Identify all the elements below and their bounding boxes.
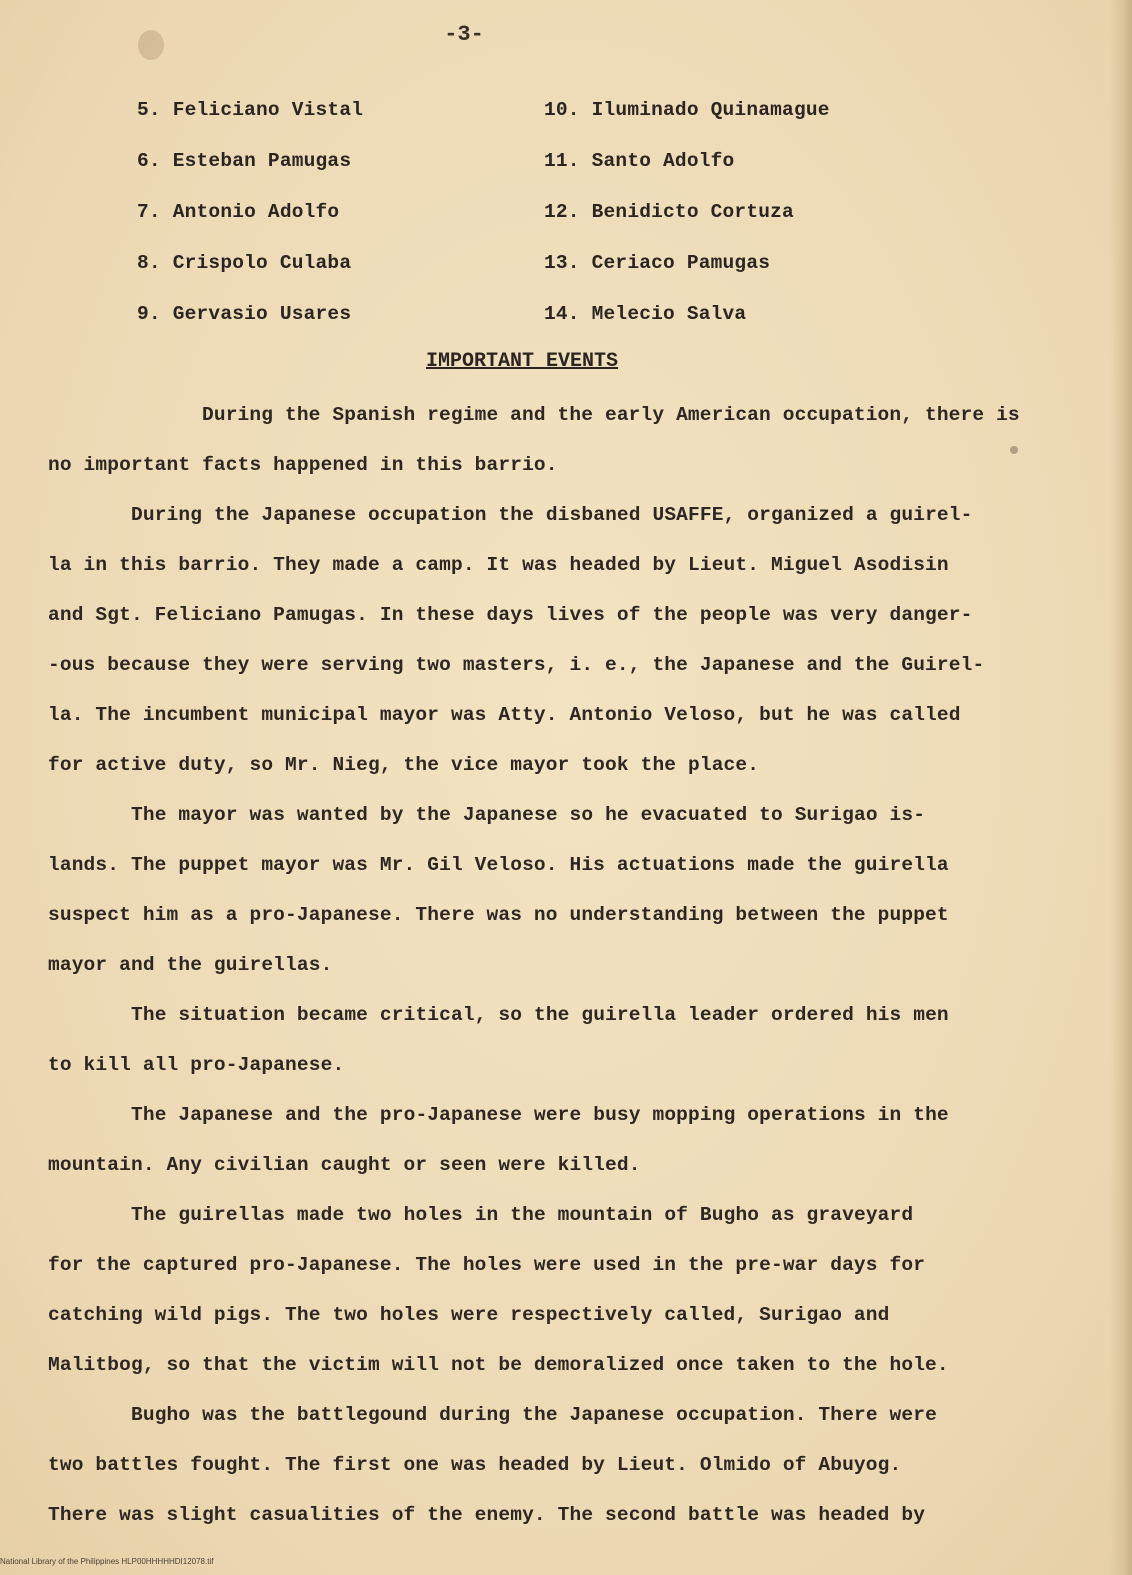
name-item: 9. Gervasio Usares <box>137 303 352 325</box>
scan-footer: National Library of the Philippines HLP00HHHHHDI12078.tif <box>0 1557 214 1566</box>
name-item: 14. Melecio Salva <box>544 303 747 325</box>
text-line: lands. The puppet mayor was Mr. Gil Veloso. His actuations made the guirella <box>48 854 949 876</box>
text-line: The situation became critical, so the guirella leader ordered his men <box>131 1004 949 1026</box>
text-line: la. The incumbent municipal mayor was Atty. Antonio Veloso, but he was called <box>48 704 961 726</box>
name-item: 8. Crispolo Culaba <box>137 252 352 274</box>
name-item: 13. Ceriaco Pamugas <box>544 252 771 274</box>
text-line: During the Spanish regime and the early American occupation, there is <box>202 404 1020 426</box>
page-edge-shadow <box>1110 0 1132 1575</box>
text-line: Malitbog, so that the victim will not be demoralized once taken to the hole. <box>48 1354 949 1376</box>
text-line: -ous because they were serving two masters, i. e., the Japanese and the Guirel- <box>48 654 985 676</box>
text-line: and Sgt. Feliciano Pamugas. In these days lives of the people was very danger- <box>48 604 973 626</box>
text-line: no important facts happened in this barrio. <box>48 454 558 476</box>
text-line: la in this barrio. They made a camp. It was headed by Lieut. Miguel Asodisin <box>48 554 949 576</box>
stain-mark <box>138 30 164 60</box>
name-item: 12. Benidicto Cortuza <box>544 201 794 223</box>
text-line: Bugho was the battlegound during the Japanese occupation. There were <box>131 1404 937 1426</box>
names-list-right <box>544 95 830 350</box>
section-heading: IMPORTANT EVENTS <box>426 350 619 373</box>
text-line: two battles fought. The first one was headed by Lieut. Olmido of Abuyog. <box>48 1454 902 1476</box>
text-line: During the Japanese occupation the disbaned USAFFE, organized a guirel- <box>131 504 973 526</box>
name-item: 5. Feliciano Vistal <box>137 99 364 121</box>
text-line: mountain. Any civilian caught or seen were killed. <box>48 1154 641 1176</box>
name-item: 10. Iluminado Quinamague <box>544 99 830 121</box>
name-item: 11. Santo Adolfo <box>544 150 735 172</box>
page-number: -3- <box>444 22 484 47</box>
text-line: to kill all pro-Japanese. <box>48 1054 345 1076</box>
text-line: The Japanese and the pro-Japanese were busy mopping operations in the <box>131 1104 949 1126</box>
text-line: The guirellas made two holes in the mountain of Bugho as graveyard <box>131 1204 914 1226</box>
text-line: suspect him as a pro-Japanese. There was no understanding between the puppet <box>48 904 949 926</box>
names-list-left <box>137 95 363 350</box>
text-line: catching wild pigs. The two holes were respectively called, Surigao and <box>48 1304 890 1326</box>
name-item: 6. Esteban Pamugas <box>137 150 352 172</box>
text-line: for active duty, so Mr. Nieg, the vice mayor took the place. <box>48 754 760 776</box>
text-line: The mayor was wanted by the Japanese so he evacuated to Surigao is- <box>131 804 926 826</box>
text-line: There was slight casualities of the enemy. The second battle was headed by <box>48 1504 926 1526</box>
text-line: mayor and the guirellas. <box>48 954 333 976</box>
name-item: 7. Antonio Adolfo <box>137 201 340 223</box>
stain-mark <box>1010 446 1018 454</box>
text-line: for the captured pro-Japanese. The holes were used in the pre-war days for <box>48 1254 926 1276</box>
